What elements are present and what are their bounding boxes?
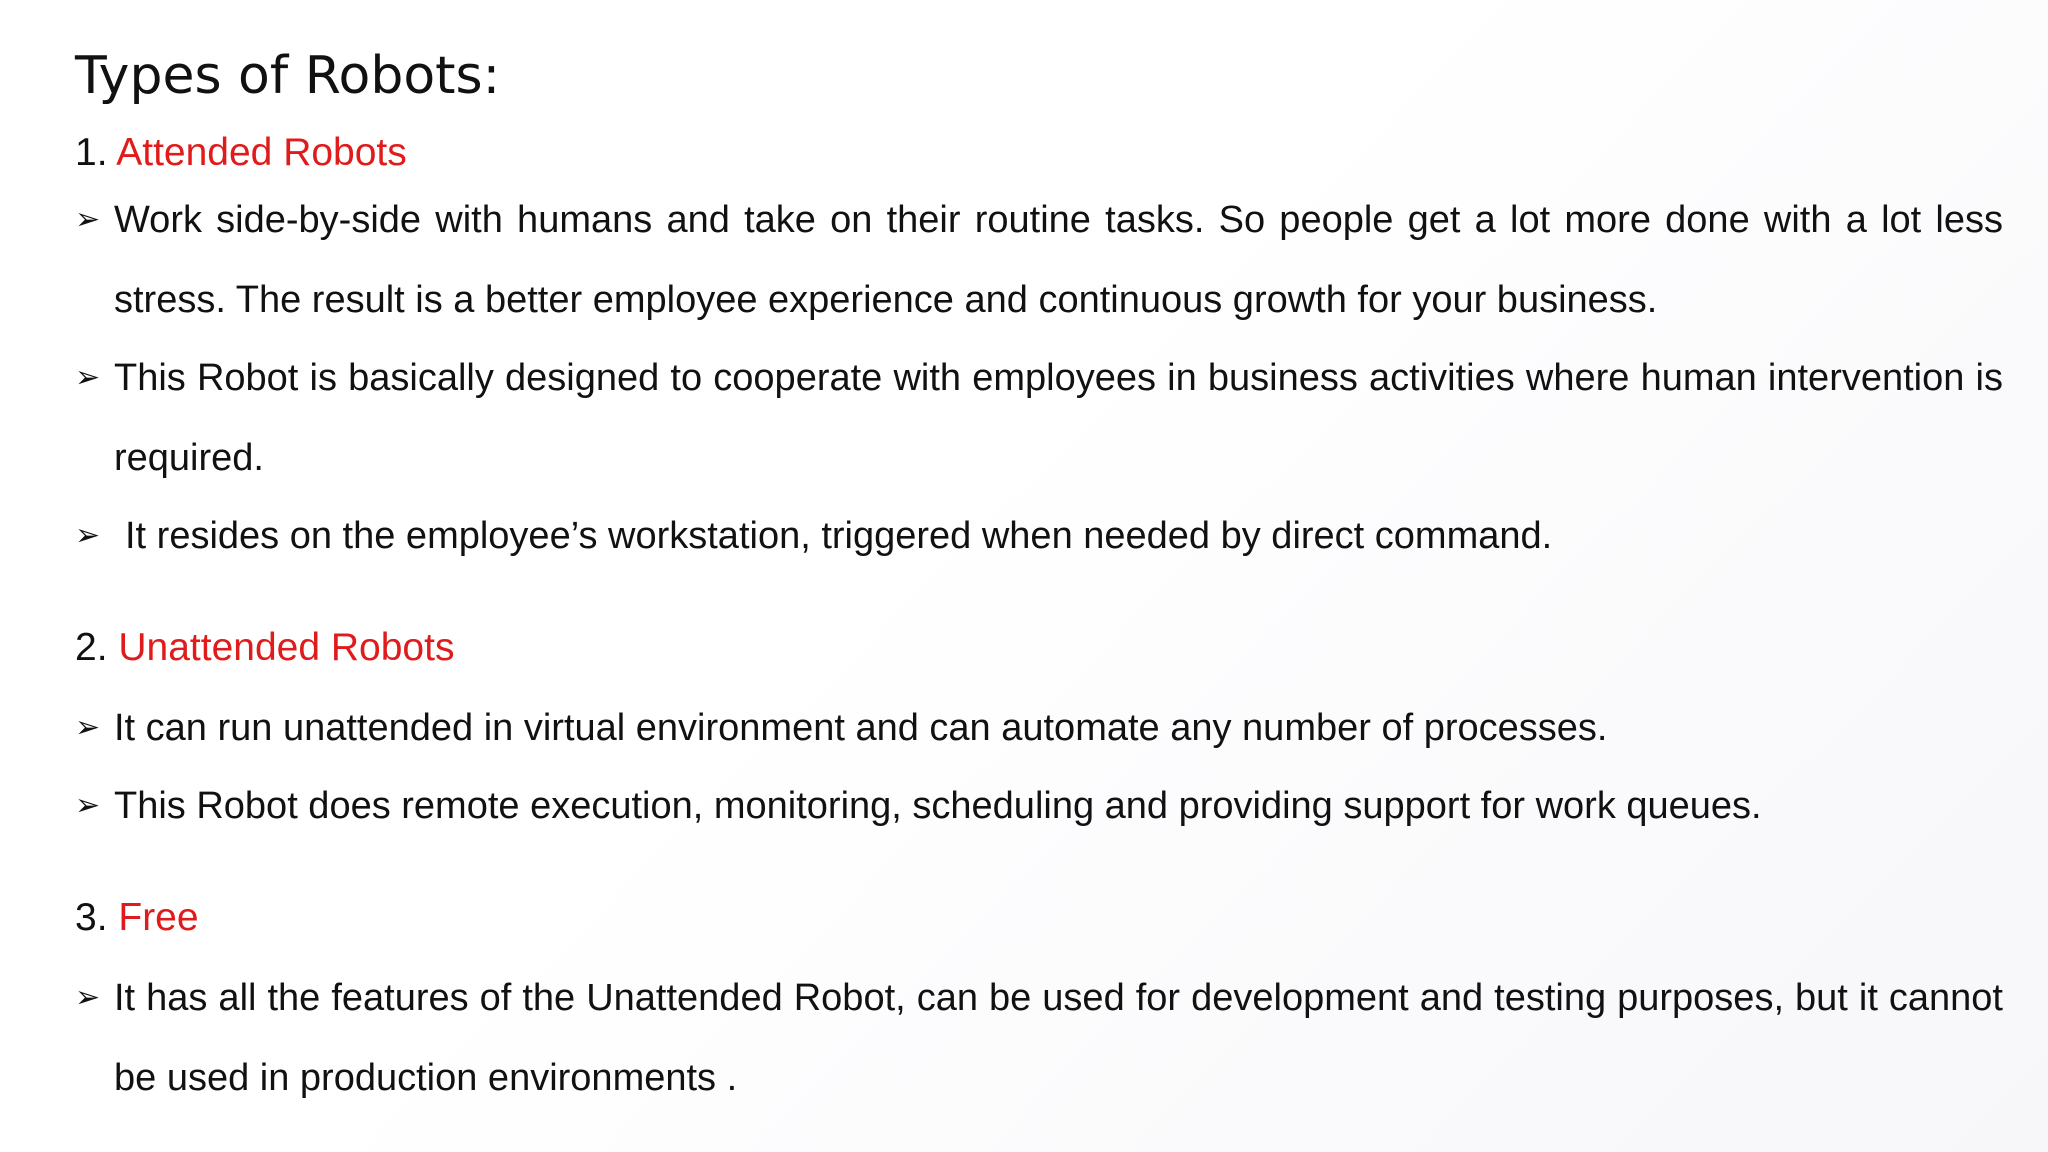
- arrowhead-bullet-icon: ➢: [75, 788, 101, 823]
- arrowhead-bullet-icon: ➢: [75, 518, 101, 553]
- bullet-text: This Robot is basically designed to cooperate with employees in business activities where human intervention is required.: [114, 357, 2003, 479]
- arrowhead-bullet-icon: ➢: [75, 202, 101, 237]
- bullet-item: [75, 496, 2003, 576]
- arrowhead-bullet-icon: ➢: [75, 710, 101, 745]
- bullet-item: [75, 338, 2003, 498]
- bullet-text: It has all the features of the Unattended Robot, can be used for development and testing purposes, but it cannot be used in production environments .: [114, 977, 2003, 1099]
- bullet-item: [75, 688, 2003, 768]
- arrowhead-bullet-icon: ➢: [75, 360, 101, 395]
- bullet-item: [75, 958, 2003, 1118]
- section-heading-unattended: [75, 623, 454, 673]
- bullet-text: This Robot does remote execution, monitoring, scheduling and providing support for work queues.: [114, 785, 1762, 827]
- section-number: 1.: [75, 131, 108, 174]
- bullet-text: It resides on the employee’s workstation, triggered when needed by direct command.: [125, 515, 1553, 557]
- bullet-item: [75, 766, 2003, 846]
- bullet-item: [75, 180, 2003, 340]
- arrowhead-bullet-icon: ➢: [75, 980, 101, 1015]
- section-heading-attended: [75, 128, 407, 178]
- section-title: Unattended Robots: [118, 626, 455, 669]
- section-number: 2.: [75, 626, 108, 669]
- bullet-text: Work side-by-side with humans and take on their routine tasks. So people get a lot more done with a lot less stress. The result is a better employee experience and continuous growth for your business.: [114, 199, 2003, 321]
- section-title: Attended Robots: [116, 131, 407, 174]
- section-number: 3.: [75, 896, 108, 939]
- section-heading-free: [75, 893, 199, 943]
- section-title: Free: [118, 896, 199, 939]
- page-title: Types of Robots:: [75, 46, 501, 106]
- bullet-text: It can run unattended in virtual environment and can automate any number of processes.: [114, 707, 1608, 749]
